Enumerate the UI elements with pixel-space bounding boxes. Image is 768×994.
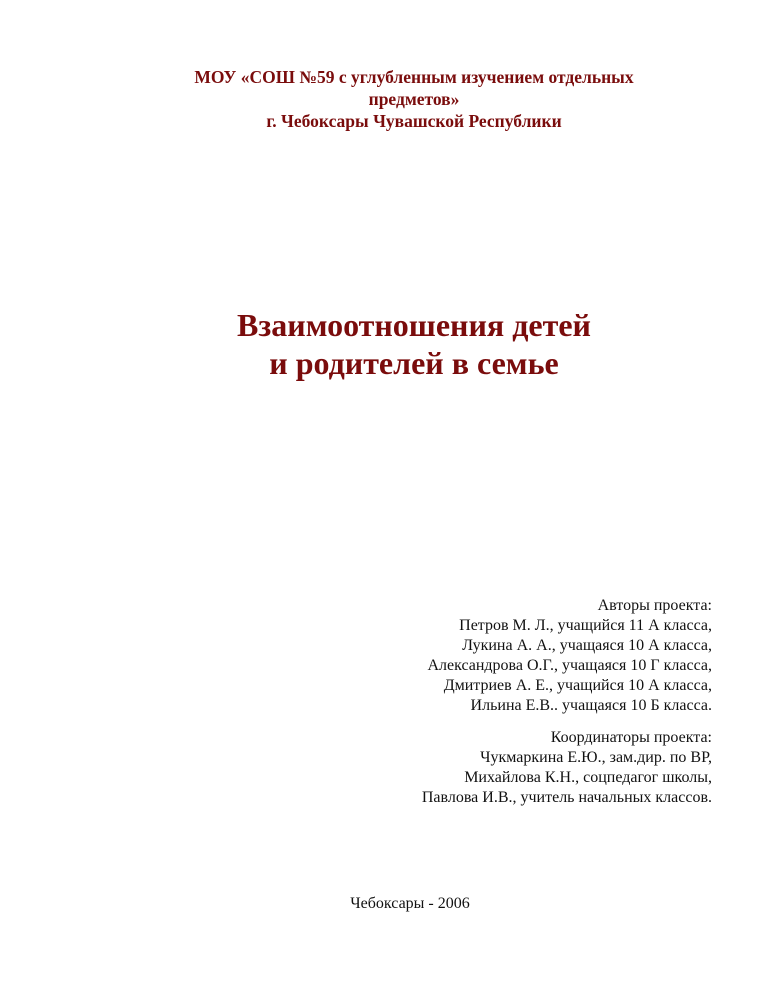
coordinators-heading: Координаторы проекта:	[550, 729, 712, 746]
document-title	[118, 306, 710, 382]
school-header-line-3: г. Чебоксары Чувашской Республики	[266, 111, 562, 131]
coordinator-item: Чукмаркина Е.Ю., зам.дир. по ВР,	[480, 749, 712, 766]
coordinator-item: Павлова И.В., учитель начальных классов.	[421, 789, 712, 806]
authors-block	[252, 596, 712, 716]
author-item: Александрова О.Г., учащаяся 10 Г класса,	[427, 657, 712, 674]
author-item: Дмитриев А. Е., учащийся 10 А класса,	[443, 677, 712, 694]
author-item: Ильина Е.В.. учащаяся 10 Б класса.	[470, 697, 712, 714]
title-line-1: Взаимоотношения детей	[237, 307, 591, 343]
author-item: Лукина А. А., учащаяся 10 А класса,	[462, 637, 712, 654]
title-line-2: и родителей в семье	[269, 345, 559, 381]
authors-heading: Авторы проекта:	[597, 597, 712, 614]
footer-city-year: Чебоксары - 2006	[350, 895, 470, 912]
school-header	[118, 66, 710, 132]
author-item: Петров М. Л., учащийся 11 А класса,	[459, 617, 712, 634]
coordinator-item: Михайлова К.Н., соцпедагог школы,	[464, 769, 712, 786]
school-header-line-2: предметов»	[368, 89, 460, 109]
coordinators-block	[252, 728, 712, 808]
school-header-line-1: МОУ «СОШ №59 с углубленным изучением отдельных	[194, 67, 634, 87]
